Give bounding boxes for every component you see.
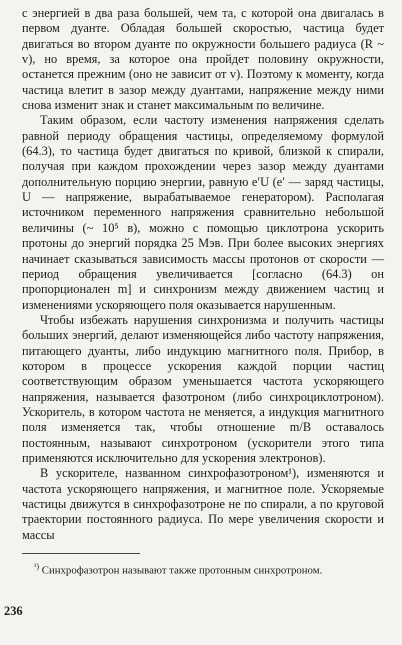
paragraph-2: Таким образом, если частоту изменения напряжения сделать равной периоду обращения частицы, определяемому формулой (64.3), то частица будет двигаться по кривой, близкой к спирали, получая при каждом прохождении через зазор между дуантами дополнительную порцию энергии, равную e′U (e′ — заряд частицы, U — напряжение, вырабатываемое генератором). Располагая источником переменного напряжения сравнительно небольшой величины (~ 10⁵ в), можно с помощью циклотрона ускорить протоны до энергий порядка 25 Мэв. При более высоких энергиях начинает сказываться зависимость массы протонов от скорости — период обращения увеличивается [согласно (64.3) он пропорционален m] и синхронизм между движением частиц и изменениями ускоряющего поля оказывается нарушенным. xyxy=(22,113,384,312)
paragraph-1: с энергией в два раза большей, чем та, с которой она двигалась в первом дуанте. Обладая большей скоростью, частица будет двигаться во втором дуанте по окружности большего радиуса (R ~ v), но время, за которое она пройдет половину окружности, останется прежним (оно не зависит от v). Поэтому к моменту, когда частица влетит в зазор между дуантами, напряжение между ними снова изменит знак и станет максимальным по величине. xyxy=(22,6,384,113)
page-number: 236 xyxy=(4,604,23,618)
footnote xyxy=(22,560,384,578)
paragraph-3: Чтобы избежать нарушения синхронизма и получить частицы больших энергий, делают изменяющейся либо частоту напряжения, питающего дуанты, либо индукцию магнитного поля. Прибор, в котором в процессе ускорения каждой порции частиц соответствующим образом уменьшается частота ускоряющего напряжения, называется фазотроном (либо синхроциклотроном). Ускоритель, в котором частота не меняется, а индукция магнитного поля изменяется так, чтобы отношение m/B оставалось постоянным, называют синхротроном (ускорители этого типа применяются исключительно для ускорения электронов). xyxy=(22,312,384,465)
footnote-text: Синхрофазотрон называют также протонным синхротроном. xyxy=(41,564,323,577)
footnote-mark: ¹) xyxy=(34,562,40,572)
footnote-divider xyxy=(22,553,140,554)
paragraph-4: В ускорителе, названном синхрофазотроном¹), изменяются и частота ускоряющего напряжения, и магнитное поле. Ускоряемые частицы движутся в синхрофазотроне не по спирали, а по круговой траектории постоянного радиуса. По мере увеличения скорости и массы xyxy=(22,466,384,542)
